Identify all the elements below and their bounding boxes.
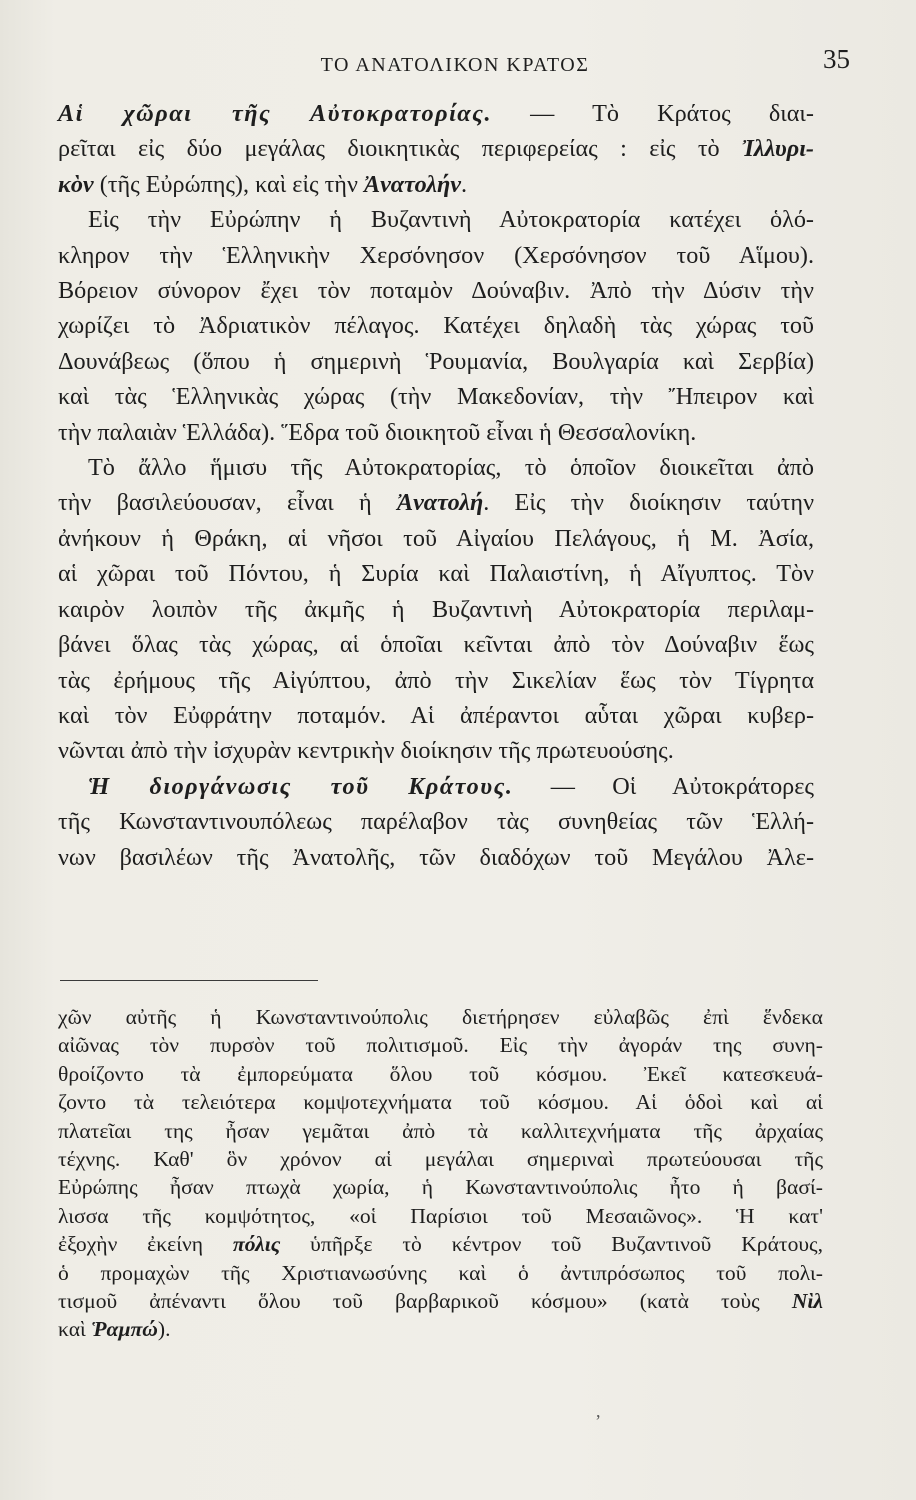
text-line: νῶνται ἀπὸ τὴν ἰσχυρὰν κεντρικὴν διοίκησιν τῆς πρωτευούσης. [58, 737, 674, 765]
footnote-line: ὁ προμαχὼν τῆς Χριστιανωσύνης καὶ ὁ ἀντιπρόσωπος τοῦ πολι- [58, 1260, 823, 1285]
emphasis: πόλις [232, 1232, 281, 1257]
text-line: Βόρειον σύνορον ἔχει τὸν ποταμὸν Δούναβιν. Ἀπὸ τὴν Δύσιν τὴν [58, 277, 814, 305]
emphasis: Ῥαμπώ [91, 1317, 158, 1342]
text-line: Εἰς τὴν Εὐρώπην ἡ Βυζαντινὴ Αὐτοκρατορία κατέχει ὁλό- [88, 206, 814, 234]
footnote-line: ζοντο τὰ τελειότερα κομψοτεχνήματα τοῦ κόσμου. Αἱ ὁδοὶ καὶ αἱ [58, 1090, 823, 1115]
text-line: τὴν βασιλεύουσαν, εἶναι ἡ Ἀνατολή. Εἰς τὴν διοίκησιν ταύτην [58, 489, 814, 517]
section-heading: Ἡ διοργάνωσις τοῦ Κράτους. [88, 772, 514, 800]
text-line: νων βασιλέων τῆς Ἀνατολῆς, τῶν διαδόχων τοῦ Μεγάλου Ἀλε- [58, 843, 814, 871]
text-line: κληρον τὴν Ἑλληνικὴν Χερσόνησον (Χερσόνησον τοῦ Αἵμου). [58, 241, 814, 269]
main-text [58, 96, 814, 875]
footnote-line: ἐξοχὴν ἐκείνη πόλις ὑπῆρξε τὸ κέντρον τοῦ Βυζαντινοῦ Κράτους, [58, 1232, 824, 1257]
text-line: καὶ τὰς Ἑλληνικὰς χώρας (τὴν Μακεδονίαν, τὴν Ἤπειρον καὶ [58, 383, 814, 411]
running-title: ΤΟ ΑΝΑΤΟΛΙΚΟΝ ΚΡΑΤΟΣ [320, 54, 590, 76]
footnote-line: Εὐρώπης ἦσαν πτωχὰ χωρία, ἡ Κωνσταντινούπολις ἦτο ἡ βασί- [58, 1175, 823, 1200]
footnote-line: τέχνης. Καθ' ὃν χρόνον αἱ μεγάλαι σημεριναὶ πρωτεύουσαι τῆς [58, 1147, 823, 1172]
footnote-line: θροίζοντο τὰ ἐμπορεύματα ὅλου τοῦ κόσμου. Ἐκεῖ κατεσκευά- [58, 1061, 823, 1086]
text-line: καιρὸν λοιπὸν τῆς ἀκμῆς ἡ Βυζαντινὴ Αὐτοκρατορία περιλαμ- [58, 595, 814, 623]
text-line: βάνει ὅλας τὰς χώρας, αἱ ὁποῖαι κεῖνται ἀπὸ τὸν Δούναβιν ἕως [58, 631, 814, 659]
text-line: αἱ χῶραι τοῦ Πόντου, ἡ Συρία καὶ Παλαιστίνη, ἡ Αἴγυπτος. Τὸν [58, 560, 814, 588]
text-line: χωρίζει τὸ Ἀδριατικὸν πέλαγος. Κατέχει δηλαδὴ τὰς χώρας τοῦ [58, 312, 814, 340]
section-heading: Αἱ χῶραι τῆς Αὐτοκρατορίας. [58, 100, 493, 127]
emphasis: κὸν [58, 170, 94, 198]
text-line: ἀνήκουν ἡ Θράκη, αἱ νῆσοι τοῦ Αἰγαίου Πελάγους, ἡ Μ. Ἀσία, [58, 524, 814, 552]
text-line: τὰς ἐρήμους τῆς Αἰγύπτου, ἀπὸ τὴν Σικελίαν ἕως τὸν Τίγρητα [58, 666, 814, 694]
footnote-line: καὶ Ῥαμπώ). [58, 1317, 171, 1342]
footnote-line: λισσα τῆς κομψότητος, «οἱ Παρίσιοι τοῦ Μεσαιῶνος». Ἡ κατ' [58, 1203, 823, 1228]
text-line: Τὸ ἄλλο ἥμισυ τῆς Αὐτοκρατορίας, τὸ ὁποῖον διοικεῖται ἀπὸ [88, 454, 814, 482]
text-line: Αἱ χῶραι τῆς Αὐτοκρατορίας. — Τὸ Κράτος διαι- [58, 100, 814, 127]
text-line: κὸν (τῆς Εὐρώπης), καὶ εἰς τὴν Ἀνατολήν. [58, 170, 468, 198]
footnote-line: πλατεῖαι της ἦσαν γεμᾶται ἀπὸ τὰ καλλιτεχνήματα τῆς ἀρχαίας [58, 1118, 823, 1143]
stray-mark: , [596, 1401, 601, 1421]
footnote [58, 1003, 823, 1344]
page-number: 35 [823, 44, 850, 74]
footnote-line: τισμοῦ ἀπέναντι ὅλου τοῦ βαρβαρικοῦ κόσμου» (κατὰ τοὺς Νὶλ [58, 1289, 823, 1314]
footnote-divider [60, 980, 318, 981]
text-line: καὶ τὸν Εὐφράτην ποταμόν. Αἱ ἀπέραντοι αὗται χῶραι κυβερ- [58, 701, 814, 729]
running-header [60, 44, 850, 90]
text-line: Ἡ διοργάνωσις τοῦ Κράτους. — Οἱ Αὐτοκράτορες [88, 772, 814, 800]
text-line: τῆς Κωνσταντινουπόλεως παρέλαβον τὰς συνηθείας τῶν Ἑλλή- [58, 808, 814, 836]
footnote-line: χῶν αὐτῆς ἡ Κωνσταντινούπολις διετήρησεν εὐλαβῶς ἐπὶ ἕνδεκα [58, 1005, 823, 1029]
emphasis: Ἀνατολή [396, 489, 484, 517]
emphasis: Νὶλ [791, 1289, 823, 1314]
text-line: Δουνάβεως (ὅπου ἡ σημερινὴ Ῥουμανία, Βουλγαρία καὶ Σερβία) [58, 347, 814, 375]
emphasis: Ἰλλυρι- [742, 135, 814, 163]
emphasis: Ἀνατολήν [363, 170, 461, 198]
text-line: τὴν παλαιὰν Ἑλλάδα). Ἕδρα τοῦ διοικητοῦ εἶναι ἡ Θεσσαλονίκη. [58, 418, 697, 446]
footnote-line: αἰῶνας τὸν πυρσὸν τοῦ πολιτισμοῦ. Εἰς τὴν ἀγοράν της συνη- [58, 1033, 823, 1058]
text-line: ρεῖται εἰς δύο μεγάλας διοικητικὰς περιφερείας : εἰς τὸ Ἰλλυρι- [58, 135, 814, 163]
